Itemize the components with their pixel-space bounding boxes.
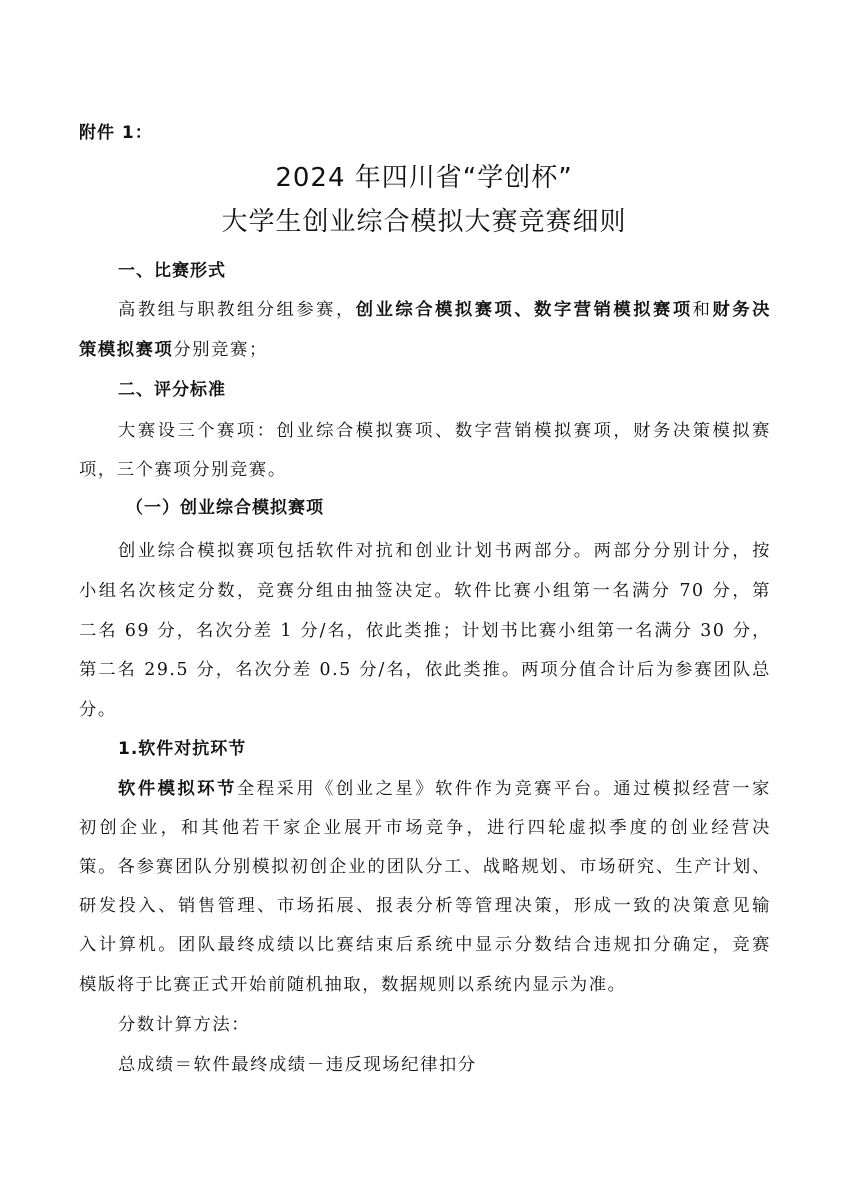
paragraph-line: 模版将于比赛正式开始前随机抽取，数据规则以系统内显示为准。: [79, 975, 627, 995]
paragraph-line: 小组名次核定分数，竞赛分组由抽签决定。软件比赛小组第一名满分 70 分，第: [79, 581, 771, 601]
paragraph-line: 第二名 29.5 分，名次分差 0.5 分/名，依此类推。两项分值合计后为参赛团队总: [79, 660, 771, 680]
bold-text: 创业综合模拟赛项、数字营销模拟赛项: [355, 300, 693, 320]
paragraph-line: 创业综合模拟赛项包括软件对抗和创业计划书两部分。两部分分别计分，按: [118, 541, 771, 561]
text: 分别竞赛；: [173, 340, 268, 360]
paragraph-line: 大赛设三个赛项：创业综合模拟赛项、数字营销模拟赛项，财务决策模拟赛: [118, 421, 771, 441]
paragraph-line: 入计算机。团队最终成绩以比赛结束后系统中显示分数结合违规扣分确定，竞赛: [79, 935, 771, 955]
text: 高教组与职教组分组参赛，: [118, 300, 356, 320]
subsection-heading: （一）创业综合模拟赛项: [126, 498, 324, 518]
formula-line: 总成绩＝软件最终成绩－违反现场纪律扣分: [118, 1055, 477, 1075]
document-title-line1: 2024 年四川省“学创杯”: [275, 163, 573, 193]
document-title-line2: 大学生创业综合模拟大赛竞赛细则: [221, 207, 627, 237]
paragraph-line: [118, 297, 771, 323]
section-heading-scoring-criteria: 二、评分标准: [118, 380, 226, 400]
paragraph-line: 项，三个赛项分别竞赛。: [79, 460, 287, 480]
paragraph-line: [118, 776, 771, 802]
paragraph-line: 策。各参赛团队分别模拟初创企业的团队分工、战略规划、市场研究、生产计划、: [79, 857, 771, 877]
bold-text: 软件模拟环节: [118, 779, 237, 799]
section-heading-competition-format: 一、比赛形式: [118, 261, 226, 281]
text: 和: [692, 300, 713, 320]
bold-text: 策模拟赛项: [79, 340, 174, 360]
paragraph-line: 二名 69 分，名次分差 1 分/名，依此类推；计划书比赛小组第一名满分 30 分，: [79, 621, 771, 641]
paragraph-line: 初创企业，和其他若干家企业展开市场竞争，进行四轮虚拟季度的创业经营决: [79, 818, 771, 838]
paragraph-line: 分数计算方法：: [118, 1015, 251, 1035]
text: 全程采用《创业之星》软件作为竞赛平台。通过模拟经营一家: [236, 779, 771, 799]
paragraph-line: [79, 337, 771, 363]
bold-text: 财务决: [712, 300, 772, 320]
paragraph-line: 分。: [79, 700, 117, 720]
subsection-heading: 1.软件对抗环节: [118, 739, 247, 759]
attachment-label: 附件 1：: [79, 123, 153, 143]
paragraph-line: 研发投入、销售管理、市场拓展、报表分析等管理决策，形成一致的决策意见输: [79, 896, 771, 916]
